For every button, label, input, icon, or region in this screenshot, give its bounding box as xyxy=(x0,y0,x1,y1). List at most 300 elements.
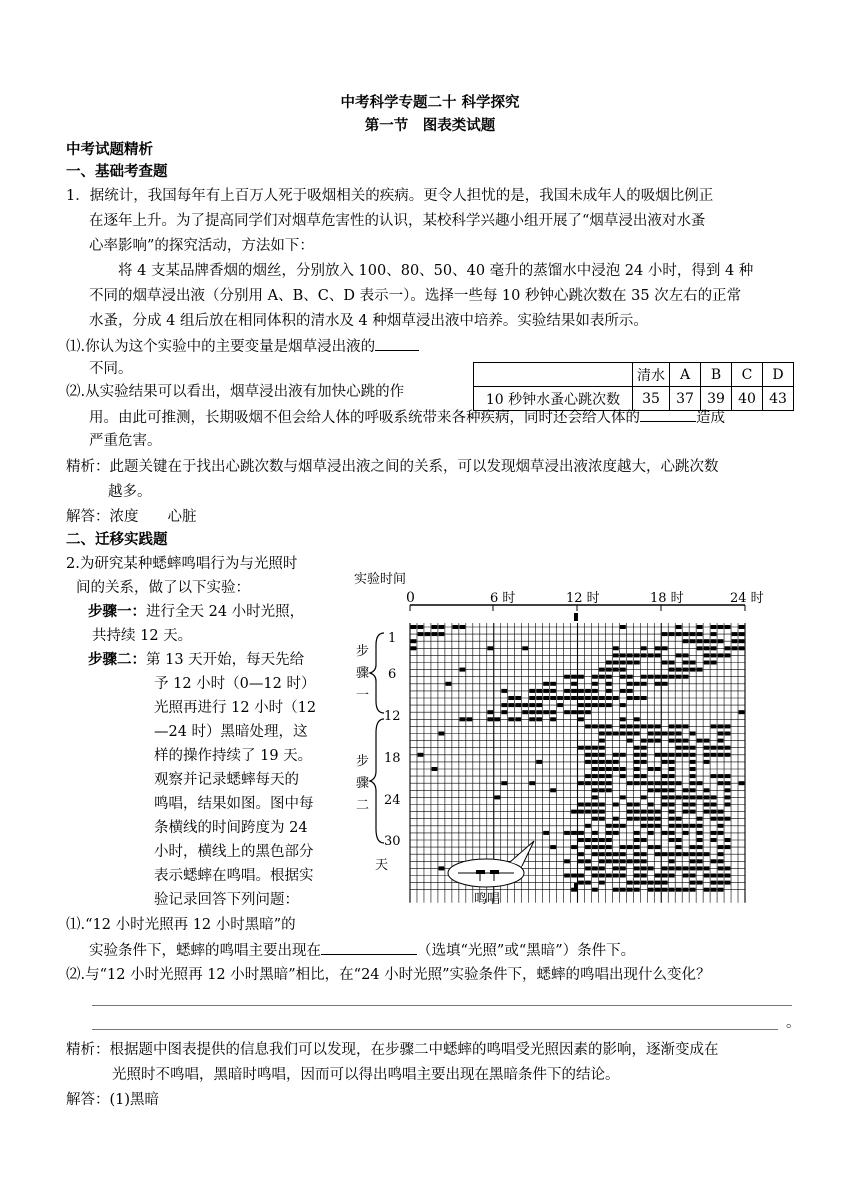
chirp-mark xyxy=(711,653,717,657)
chirp-mark xyxy=(697,838,703,842)
step2-label: 步骤二： xyxy=(88,651,146,668)
chirp-mark xyxy=(599,703,605,707)
table-header-cell: B xyxy=(701,363,732,387)
chirp-mark xyxy=(697,795,703,799)
chirp-mark xyxy=(564,859,570,863)
chirp-mark xyxy=(725,781,731,785)
chirp-mark xyxy=(676,625,682,629)
chirp-mark xyxy=(578,831,584,835)
chirp-mark xyxy=(648,724,654,728)
chirp-mark xyxy=(725,724,731,728)
chirp-mark xyxy=(585,824,591,828)
chirp-mark xyxy=(676,781,682,785)
chirp-mark xyxy=(725,625,731,629)
chirp-mark xyxy=(690,888,696,892)
chirp-mark xyxy=(585,881,591,885)
chirp-mark xyxy=(411,625,417,629)
y-tick-label: 24 xyxy=(384,793,401,808)
callout-chirp-mark xyxy=(490,870,499,874)
chirp-mark xyxy=(487,710,493,714)
chirp-mark xyxy=(592,781,598,785)
chirp-mark xyxy=(578,675,584,679)
q2-step2-line-4: —24 时）黑暗处理，这 xyxy=(154,724,308,740)
q2-sub2-answer-line-2[interactable] xyxy=(92,1029,778,1030)
chirp-mark xyxy=(641,874,647,878)
chirp-mark xyxy=(585,724,591,728)
chirp-mark xyxy=(620,689,626,693)
chirp-mark xyxy=(543,831,549,835)
chirp-mark xyxy=(690,746,696,750)
chirp-mark xyxy=(571,689,577,693)
chirp-mark xyxy=(704,746,710,750)
chirp-mark xyxy=(662,732,668,736)
chirp-mark xyxy=(550,788,556,792)
chirp-mark xyxy=(620,703,626,707)
chirp-mark xyxy=(683,874,689,878)
chirp-mark xyxy=(718,852,724,856)
q2-sub1-answer-blank[interactable] xyxy=(321,940,417,955)
chirp-mark xyxy=(676,838,682,842)
chirp-mark xyxy=(669,724,675,728)
chirp-mark xyxy=(613,803,619,807)
step1-label: 步骤一： xyxy=(88,603,146,620)
chirp-mark xyxy=(683,639,689,643)
chirp-mark xyxy=(669,852,675,856)
chirp-mark xyxy=(697,668,703,672)
chirp-mark xyxy=(676,653,682,657)
chirp-mark xyxy=(690,874,696,878)
chirp-mark xyxy=(445,682,451,686)
chirp-mark xyxy=(613,767,619,771)
chirp-mark xyxy=(662,803,668,807)
chirp-mark xyxy=(564,689,570,693)
chirp-mark xyxy=(459,717,465,721)
chirp-mark xyxy=(669,788,675,792)
chirp-mark xyxy=(690,632,696,636)
chirp-mark xyxy=(634,881,640,885)
chirp-mark xyxy=(634,817,640,821)
chirp-mark xyxy=(690,753,696,757)
chirp-mark xyxy=(599,852,605,856)
chirp-mark xyxy=(613,859,619,863)
step2-axis-label: 骤 xyxy=(356,776,370,791)
chirp-mark xyxy=(585,689,591,693)
chirp-mark xyxy=(648,732,654,736)
chirp-mark xyxy=(683,753,689,757)
chirp-mark xyxy=(634,732,640,736)
chirp-mark xyxy=(704,874,710,878)
chirp-mark xyxy=(599,817,605,821)
chirp-mark xyxy=(634,682,640,686)
chirp-mark xyxy=(662,646,668,650)
chirp-mark xyxy=(711,874,717,878)
chirp-mark xyxy=(641,675,647,679)
chirp-mark xyxy=(578,838,584,842)
x-tick-label: 12 时 xyxy=(566,591,600,606)
q1-method-line-3: 水蚤，分成 4 组后放在相同体积的清水及 4 种烟草浸出液中培养。实验结果如表所示。 xyxy=(89,313,648,329)
chirp-mark xyxy=(725,753,731,757)
chirp-mark xyxy=(718,831,724,835)
chirp-mark xyxy=(711,661,717,665)
chirp-mark xyxy=(669,810,675,814)
chirp-mark xyxy=(571,682,577,686)
chirp-mark xyxy=(550,689,556,693)
chirp-mark xyxy=(683,632,689,636)
chirp-mark xyxy=(711,625,717,629)
chirp-mark xyxy=(599,838,605,842)
chirp-mark xyxy=(704,653,710,657)
chirp-mark xyxy=(690,845,696,849)
chirp-mark xyxy=(641,753,647,757)
chirp-mark xyxy=(634,803,640,807)
step1-axis-label: 步 xyxy=(356,644,370,659)
chirp-mark xyxy=(669,874,675,878)
table-header-cell: D xyxy=(763,363,794,387)
chirp-mark xyxy=(711,831,717,835)
chirp-mark xyxy=(704,852,710,856)
chirp-mark xyxy=(599,859,605,863)
chirp-mark xyxy=(599,874,605,878)
chirp-mark xyxy=(599,881,605,885)
chirp-mark xyxy=(592,703,598,707)
chirp-mark xyxy=(634,831,640,835)
chirp-mark xyxy=(557,703,563,707)
chirp-mark xyxy=(599,810,605,814)
chirp-mark xyxy=(711,632,717,636)
chirp-mark xyxy=(613,668,619,672)
chirp-mark xyxy=(439,732,445,736)
q2-step1-line-2: 共持续 12 天。 xyxy=(92,628,193,644)
chirp-mark xyxy=(641,682,647,686)
table-corner-cell xyxy=(474,363,633,387)
chirp-mark xyxy=(655,675,661,679)
chirp-mark xyxy=(718,781,724,785)
chirp-mark xyxy=(522,646,528,650)
chirp-mark xyxy=(627,817,633,821)
chirp-mark xyxy=(536,717,542,721)
chirp-mark xyxy=(634,866,640,870)
chirp-mark xyxy=(648,831,654,835)
chirp-mark xyxy=(529,703,535,707)
chirp-mark xyxy=(432,632,438,636)
chirp-mark xyxy=(613,874,619,878)
chirp-mark xyxy=(501,703,507,707)
q1-sub1-line-2: 不同。 xyxy=(89,361,133,377)
chirp-mark xyxy=(627,845,633,849)
q2-step2-line-5: 样的操作持续了 19 天。 xyxy=(154,748,313,764)
chirp-mark xyxy=(592,689,598,693)
chirp-mark xyxy=(711,838,717,842)
chirp-mark xyxy=(606,696,612,700)
table-cell: 43 xyxy=(763,387,794,411)
y-tick-label: 1 xyxy=(388,631,397,646)
chirp-mark xyxy=(683,675,689,679)
q2-sub2-answer-line-1[interactable] xyxy=(92,1005,792,1006)
chirp-mark xyxy=(648,803,654,807)
chirp-mark xyxy=(606,767,612,771)
chirp-mark xyxy=(718,859,724,863)
chirp-mark xyxy=(634,653,640,657)
chirp-mark xyxy=(676,739,682,743)
chirp-mark xyxy=(655,646,661,650)
chirp-mark xyxy=(711,795,717,799)
chirp-mark xyxy=(634,888,640,892)
chirp-mark xyxy=(725,803,731,807)
chirp-mark xyxy=(669,753,675,757)
chirp-mark xyxy=(655,874,661,878)
chirp-mark xyxy=(683,661,689,665)
chirp-mark xyxy=(634,852,640,856)
chirp-mark xyxy=(704,646,710,650)
chirp-mark xyxy=(522,710,528,714)
step1-axis-label: 骤 xyxy=(356,666,370,681)
chirp-mark xyxy=(418,632,424,636)
chirp-mark xyxy=(704,788,710,792)
q2-answer: 解答：(1)黑暗 xyxy=(66,1092,160,1108)
chirp-mark xyxy=(718,732,724,736)
q1-intro-line-1: 1．据统计，我国每年有上百万人死于吸烟相关的疾病。更令人担忧的是，我国未成年人的吸烟比例正 xyxy=(66,188,714,204)
chirp-mark xyxy=(704,810,710,814)
chirp-mark xyxy=(683,810,689,814)
chirp-mark xyxy=(690,810,696,814)
chirp-mark xyxy=(669,632,675,636)
chirp-mark xyxy=(620,732,626,736)
callout-label: 鸣唱 xyxy=(474,892,501,907)
chirp-mark xyxy=(718,824,724,828)
chirp-mark xyxy=(634,724,640,728)
chirp-mark xyxy=(641,646,647,650)
chirp-mark xyxy=(501,689,507,693)
table-cell: 40 xyxy=(732,387,763,411)
chirp-mark xyxy=(662,675,668,679)
chirp-mark xyxy=(606,661,612,665)
chirp-mark xyxy=(732,639,738,643)
chirp-mark xyxy=(613,661,619,665)
q2-sub2: ⑵.与“12 小时光照再 12 小时黑暗”相比，在“24 小时光照”实验条件下，蟋蟀的鸣唱出现什么变化？ xyxy=(66,967,711,983)
chirp-mark xyxy=(697,859,703,863)
chirp-mark xyxy=(627,689,633,693)
chirp-mark xyxy=(627,881,633,885)
chirp-mark xyxy=(634,845,640,849)
chirp-mark xyxy=(676,824,682,828)
chirp-mark xyxy=(599,788,605,792)
chirp-mark xyxy=(676,746,682,750)
chirp-mark xyxy=(634,810,640,814)
chirp-mark xyxy=(432,767,438,771)
chirp-mark xyxy=(411,639,417,643)
chirp-mark xyxy=(697,739,703,743)
chirp-mark xyxy=(662,661,668,665)
q1-answer: 解答：浓度 心脏 xyxy=(66,509,197,525)
chirp-mark xyxy=(529,717,535,721)
chirp-mark xyxy=(648,845,654,849)
chirp-mark xyxy=(655,653,661,657)
chirp-mark xyxy=(459,625,465,629)
chirp-mark xyxy=(704,803,710,807)
chirp-mark xyxy=(606,781,612,785)
chirp-mark xyxy=(683,831,689,835)
chirp-mark xyxy=(718,753,724,757)
chirp-mark xyxy=(641,817,647,821)
chirp-mark xyxy=(634,859,640,863)
chirp-mark xyxy=(641,866,647,870)
chirp-mark xyxy=(620,625,626,629)
chirp-mark xyxy=(585,838,591,842)
chirp-mark xyxy=(697,781,703,785)
chirp-mark xyxy=(592,746,598,750)
chirp-mark xyxy=(578,746,584,750)
chirp-mark xyxy=(690,795,696,799)
chirp-mark xyxy=(564,874,570,878)
chirp-mark xyxy=(725,732,731,736)
chirp-mark xyxy=(620,668,626,672)
chirp-mark xyxy=(592,696,598,700)
chirp-mark xyxy=(641,760,647,764)
chirp-mark xyxy=(585,753,591,757)
chirp-mark xyxy=(592,810,598,814)
chirp-mark xyxy=(592,675,598,679)
chirp-mark xyxy=(718,625,724,629)
chirp-mark xyxy=(669,803,675,807)
chirp-mark xyxy=(648,653,654,657)
step2-axis-label: 步 xyxy=(356,754,370,769)
chirp-mark xyxy=(634,661,640,665)
chirp-mark xyxy=(515,703,521,707)
chirp-mark xyxy=(543,689,549,693)
chirp-mark xyxy=(697,625,703,629)
chirp-mark xyxy=(669,732,675,736)
chirp-mark xyxy=(599,774,605,778)
chirp-mark xyxy=(620,767,626,771)
chirp-mark xyxy=(669,866,675,870)
chirp-mark xyxy=(585,866,591,870)
chirp-mark xyxy=(725,746,731,750)
chirp-mark xyxy=(592,852,598,856)
chirp-mark xyxy=(690,852,696,856)
chirp-mark xyxy=(704,760,710,764)
q1-sub2-line-3: 严重危害。 xyxy=(89,433,162,449)
chirp-mark xyxy=(592,767,598,771)
chirp-mark xyxy=(711,881,717,885)
chirp-mark xyxy=(711,888,717,892)
y-tick-label: 6 xyxy=(388,667,397,682)
chirp-mark xyxy=(669,675,675,679)
chirp-mark xyxy=(501,781,507,785)
step2-brace xyxy=(370,719,384,843)
q2-step2-line-6: 观察并记录蟋蟀每天的 xyxy=(154,772,299,788)
chirp-mark xyxy=(571,675,577,679)
chirp-mark xyxy=(606,703,612,707)
chirp-mark xyxy=(578,689,584,693)
chirp-mark xyxy=(718,866,724,870)
chirp-mark xyxy=(690,661,696,665)
chirp-mark xyxy=(725,653,731,657)
chirp-mark xyxy=(613,653,619,657)
table-cell: 35 xyxy=(633,387,670,411)
chirp-mark xyxy=(585,703,591,707)
chirp-mark xyxy=(690,781,696,785)
q1-sub2-line-2 xyxy=(89,407,725,428)
chirp-mark xyxy=(662,753,668,757)
chirp-mark xyxy=(641,881,647,885)
chirp-mark xyxy=(690,788,696,792)
chirp-mark xyxy=(655,781,661,785)
chirp-mark xyxy=(662,795,668,799)
q2-line-2: 间的关系，做了以下实验： xyxy=(76,580,250,596)
q2-step1-line-1 xyxy=(88,602,304,622)
chirp-mark xyxy=(613,817,619,821)
chirp-mark xyxy=(662,888,668,892)
chirp-mark xyxy=(613,646,619,650)
chirp-mark xyxy=(718,746,724,750)
chirp-mark xyxy=(592,888,598,892)
chirp-mark xyxy=(585,760,591,764)
chirp-mark xyxy=(662,632,668,636)
chirp-mark xyxy=(487,717,493,721)
chirp-mark xyxy=(711,810,717,814)
y-unit-label: 天 xyxy=(375,858,389,873)
chirp-mark xyxy=(676,668,682,672)
chirp-mark xyxy=(641,859,647,863)
q1-sub2-text: 用。由此可推测，长期吸烟不但会给人体的呼吸系统带来各种疾病，同时还会给人体的 xyxy=(89,410,640,426)
q1-method-line-1: 将 4 支某品牌香烟的烟丝，分别放入 100、80、50、40 毫升的蒸馏水中浸泡 24 小时，得到 4 种 xyxy=(118,263,754,279)
chirp-mark xyxy=(508,696,514,700)
chirp-mark xyxy=(655,739,661,743)
chirp-mark xyxy=(683,888,689,892)
chirp-mark xyxy=(718,888,724,892)
table-header-cell: 清水 xyxy=(633,363,670,387)
chirp-mark xyxy=(669,795,675,799)
chirp-mark xyxy=(718,810,724,814)
chirp-mark xyxy=(648,881,654,885)
chirp-mark xyxy=(718,653,724,657)
chirp-mark xyxy=(550,717,556,721)
chirp-mark xyxy=(718,724,724,728)
chirp-mark xyxy=(683,795,689,799)
q1-sub1-answer-blank[interactable] xyxy=(375,336,419,351)
chirp-mark xyxy=(641,746,647,750)
chirp-mark xyxy=(641,774,647,778)
q1-sub1-text: ⑴.你认为这个实验中的主要变量是烟草浸出液的 xyxy=(66,339,376,355)
q1-sub2-text-end: 造成 xyxy=(696,410,725,426)
chirp-mark xyxy=(432,625,438,629)
chirp-mark xyxy=(655,845,661,849)
chirp-mark xyxy=(599,781,605,785)
chirp-mark xyxy=(711,803,717,807)
chirp-mark xyxy=(592,795,598,799)
chirp-mark xyxy=(634,760,640,764)
chirp-mark xyxy=(725,817,731,821)
chirp-mark xyxy=(536,710,542,714)
chirp-mark xyxy=(585,845,591,849)
q1-sub2-answer-blank[interactable] xyxy=(640,407,696,422)
chirp-mark xyxy=(620,661,626,665)
chirp-mark xyxy=(522,703,528,707)
chirp-mark xyxy=(418,753,424,757)
chirp-mark xyxy=(676,866,682,870)
chirp-mark xyxy=(655,817,661,821)
chirp-mark xyxy=(683,852,689,856)
chirp-mark xyxy=(683,739,689,743)
chirp-mark xyxy=(669,661,675,665)
chirp-mark xyxy=(578,696,584,700)
chirp-mark xyxy=(669,781,675,785)
chirp-mark xyxy=(501,710,507,714)
chirp-mark xyxy=(466,717,472,721)
chirp-mark xyxy=(725,881,731,885)
chirp-mark xyxy=(627,859,633,863)
chirp-mark xyxy=(704,866,710,870)
